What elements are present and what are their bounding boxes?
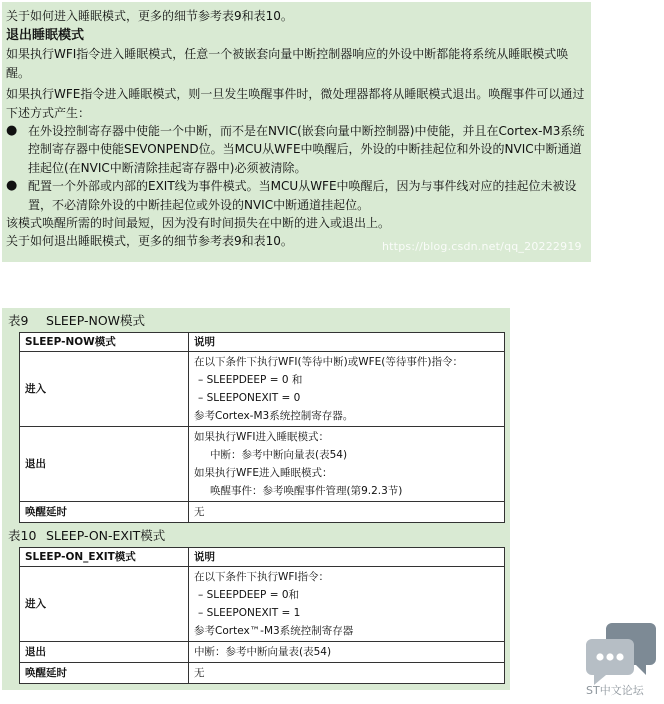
table-header-description: 说明 — [189, 548, 505, 567]
description-line: 如果执行WFE进入睡眠模式： — [194, 467, 333, 479]
table-header-mode: SLEEP-ON_EXIT模式 — [20, 548, 189, 567]
wfi-paragraph: 如果执行WFI指令进入睡眠模式，任意一个被嵌套向量中断控制器响应的外设中断都能将系统从睡眠模式唤醒。 — [6, 47, 569, 80]
table9-caption — [8, 312, 510, 330]
row-description — [189, 352, 505, 427]
table-row — [20, 502, 505, 523]
row-label: 退出 — [20, 427, 189, 502]
dot — [596, 653, 603, 660]
table9-number: 表9 — [8, 313, 29, 328]
reference-paragraph: 关于如何退出睡眠模式，更多的细节参考表9和表10。 — [6, 234, 293, 249]
row-description — [189, 567, 505, 642]
row-description: 中断：参考中断向量表(表54) — [189, 642, 505, 663]
bullet-text: 配置一个外部或内部的EXIT线为事件模式。当MCU从WFE中唤醒后，因为与事件线对应的挂起位未被设置，不必清除外设的中断挂起位或外设的NVIC中断通道挂起位。 — [28, 179, 577, 212]
front-bubble — [586, 639, 634, 685]
sleep-exit-section — [2, 2, 591, 262]
description-line: 参考Cortex™-M3系统控制寄存器 — [194, 625, 354, 637]
watermark-text: https://blog.csdn.net/qq_20222919 — [298, 670, 498, 683]
description-line: 如果执行WFI进入睡眠模式： — [194, 431, 330, 443]
table-row — [20, 352, 505, 427]
row-description: 无 — [189, 502, 505, 523]
table10-caption — [8, 527, 510, 545]
bullet-item — [6, 177, 585, 214]
row-label: 进入 — [20, 352, 189, 427]
row-description — [189, 427, 505, 502]
row-description: 无 — [189, 663, 505, 684]
row-label: 退出 — [20, 642, 189, 663]
table-header-description: 说明 — [189, 333, 505, 352]
row-label: 唤醒延时 — [20, 502, 189, 523]
table9-title: SLEEP-NOW模式 — [46, 313, 146, 328]
bullet-icon: ● — [6, 178, 18, 194]
latency-paragraph: 该模式唤醒所需的时间最短，因为没有时间损失在中断的进入或退出上。 — [6, 216, 391, 231]
tables-section — [2, 308, 510, 690]
description-line: – SLEEPONEXIT = 1 — [198, 607, 301, 619]
bullet-item — [6, 122, 585, 177]
description-line: – SLEEPDEEP = 0 和 — [198, 374, 303, 386]
description-line: 唤醒事件：参考唤醒事件管理(第9.2.3节) — [210, 485, 403, 497]
bullet-text: 在外设控制寄存器中使能一个中断，而不是在NVIC(嵌套向量中断控制器)中使能，并且在Cortex-M3系统控制寄存器中使能SEVONPEND位。当MCU从WFE中唤醒后，外设的中断挂起位和外设的NVIC中断通道挂起位(在NVIC中断清除挂起寄存器中)必须被清除。 — [28, 124, 585, 175]
logo-text: ST中文论坛 — [586, 684, 644, 697]
description-line: – SLEEPONEXIT = 0 — [198, 392, 301, 404]
row-label: 进入 — [20, 567, 189, 642]
table-row — [20, 567, 505, 642]
wfe-paragraph: 如果执行WFE指令进入睡眠模式，则一旦发生唤醒事件时，微处理器都将从睡眠模式退出。唤醒事件可以通过下述方式产生： — [6, 87, 585, 120]
table10 — [19, 547, 505, 684]
table10-number: 表10 — [8, 528, 37, 543]
dot — [606, 653, 613, 660]
description-line: 参考Cortex-M3系统控制寄存器。 — [194, 410, 354, 422]
table-header-mode: SLEEP-NOW模式 — [20, 333, 189, 352]
table-row — [20, 642, 505, 663]
watermark-text: https://blog.csdn.net/qq_20222919 — [382, 240, 582, 253]
table-header-row — [20, 333, 505, 352]
row-label: 唤醒延时 — [20, 663, 189, 684]
table-row — [20, 427, 505, 502]
description-line: 中断：参考中断向量表(表54) — [210, 449, 348, 461]
table10-title: SLEEP-ON-EXIT模式 — [46, 528, 166, 543]
description-line: 在以下条件下执行WFI指令： — [194, 571, 330, 583]
table-header-row — [20, 548, 505, 567]
description-line: 在以下条件下执行WFI(等待中断)或WFE(等待事件)指令： — [194, 356, 463, 368]
intro-paragraph: 关于如何进入睡眠模式，更多的细节参考表9和表10。 — [6, 9, 293, 23]
table9 — [19, 332, 505, 523]
description-line: – SLEEPDEEP = 0和 — [198, 589, 300, 601]
bullet-icon: ● — [6, 123, 18, 139]
section-heading: 退出睡眠模式 — [6, 28, 85, 44]
dot — [616, 653, 623, 660]
